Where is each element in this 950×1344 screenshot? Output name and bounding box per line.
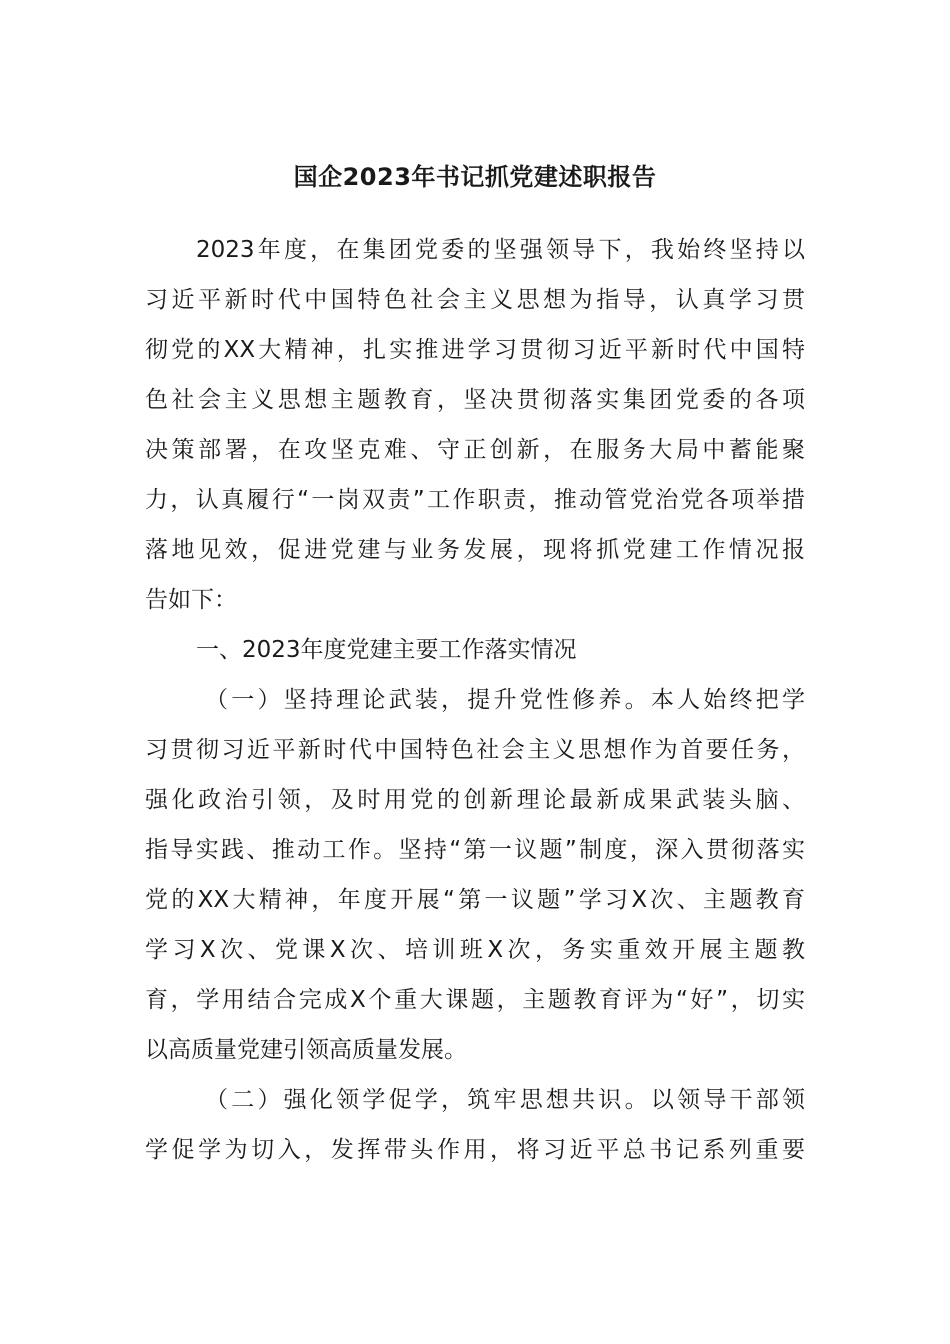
paragraph-line: 以高质量党建引领高质量发展。 [145,1037,467,1063]
document-title: 国企2023年书记抓党建述职报告 [293,163,657,191]
paragraph-line: 2023年度，在集团党委的坚强领导下，我始终坚持以 [196,237,805,263]
paragraph-line: （二）强化领学促学，筑牢思想共识。以领导干部领 [205,1087,805,1113]
paragraph-line: 党的XX大精神，年度开展“第一议题”学习X次、主题教育 [145,887,805,913]
paragraph-line: 彻党的XX大精神，扎实推进学习贯彻习近平新时代中国特 [145,337,805,363]
paragraph-line: （一）坚持理论武装，提升党性修养。本人始终把学 [205,687,805,713]
section-heading: 一、2023年度党建主要工作落实情况 [196,637,577,663]
paragraph-line: 落地见效，促进党建与业务发展，现将抓党建工作情况报 [145,537,805,563]
paragraph-line: 育，学用结合完成X个重大课题，主题教育评为“好”，切实 [145,987,805,1013]
paragraph-line: 力，认真履行“一岗双责”工作职责，推动管党治党各项举措 [145,487,805,513]
paragraph-line: 习贯彻习近平新时代中国特色社会主义思想作为首要任务， [145,737,805,763]
paragraph-line: 指导实践、推动工作。坚持“第一议题”制度，深入贯彻落实 [145,837,805,863]
paragraph-line: 强化政治引领，及时用党的创新理论最新成果武装头脑、 [145,787,805,813]
paragraph-line: 决策部署，在攻坚克难、守正创新，在服务大局中蓄能聚 [145,437,805,463]
paragraph-line: 色社会主义思想主题教育，坚决贯彻落实集团党委的各项 [145,387,805,413]
paragraph-line: 学促学为切入，发挥带头作用，将习近平总书记系列重要 [145,1137,805,1163]
paragraph-line: 学习X次、党课X次、培训班X次，务实重效开展主题教 [145,937,805,963]
paragraph-line: 告如下： [145,587,237,613]
paragraph-line: 习近平新时代中国特色社会主义思想为指导，认真学习贯 [145,287,805,313]
